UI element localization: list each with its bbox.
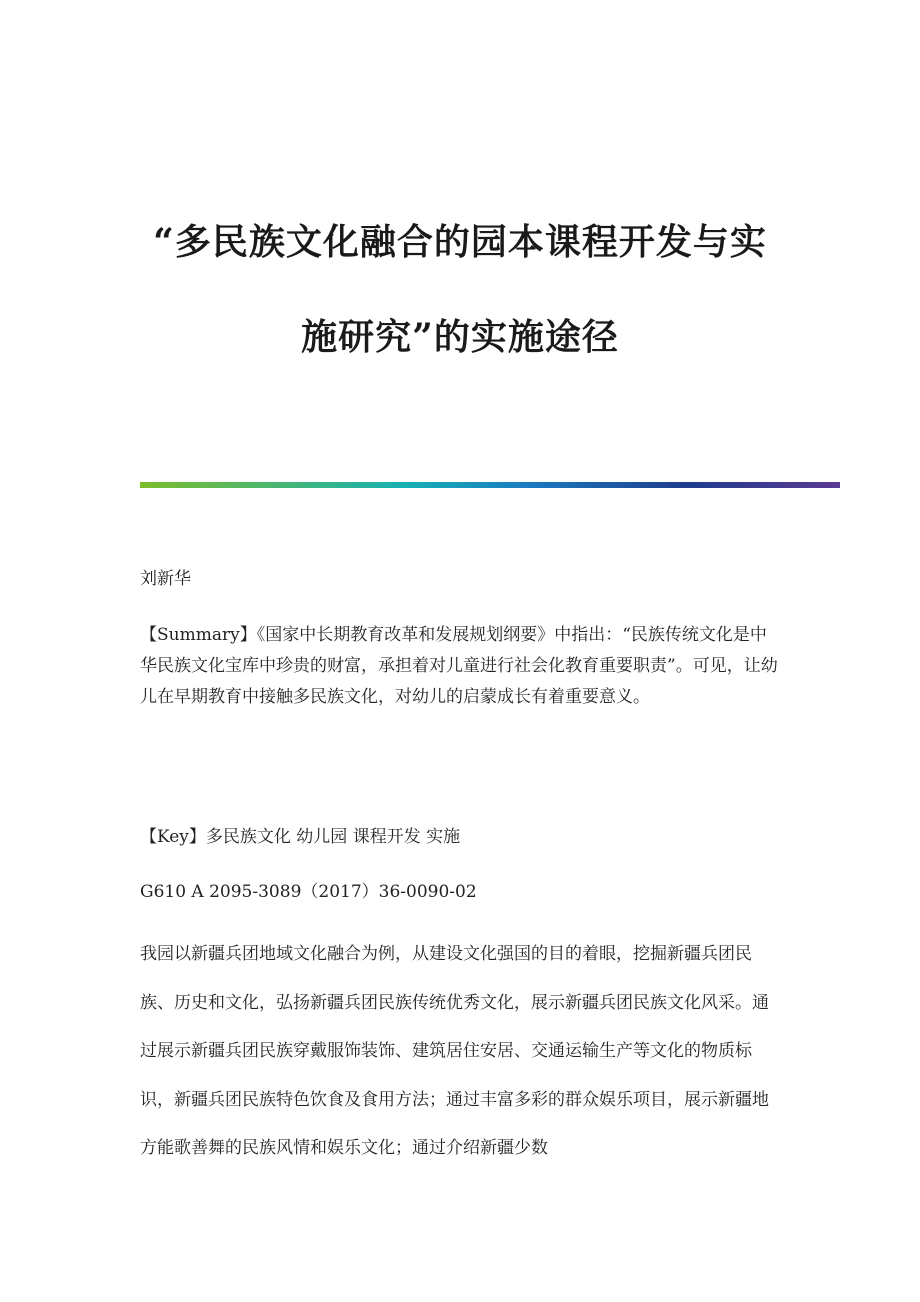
summary-paragraph: 【Summary】《国家中长期教育改革和发展规划纲要》中指出：“民族传统文化是中华民族文化宝库中珍贵的财富，承担着对儿童进行社会化教育重要职责”。可见，让幼儿在早期教育中接触多民族文化，对幼儿的启蒙成长有着重要意义。: [140, 625, 778, 707]
classification-line: G610 A 2095-3089（2017）36-0090-02: [140, 882, 477, 902]
title-line-2: 施研究”的实施途径: [301, 316, 619, 358]
title-line-1: “多民族文化融合的园本课程开发与实: [153, 221, 767, 263]
keywords-line: 【Key】多民族文化 幼儿园 课程开发 实施: [140, 827, 461, 847]
gradient-divider: [140, 482, 840, 488]
body-paragraph: 我园以新疆兵团地域文化融合为例，从建设文化强国的目的着眼，挖掘新疆兵团民族、历史和文化，弘扬新疆兵团民族传统优秀文化，展示新疆兵团民族文化风采。通过展示新疆兵团民族穿戴服饰装饰、建筑居住安居、交通运输生产等文化的物质标识，新疆兵团民族特色饮食及食用方法；通过丰富多彩的群众娱乐项目，展示新疆地方能歌善舞的民族风情和娱乐文化；通过介绍新疆少数: [140, 944, 769, 1158]
author-name: 刘新华: [140, 569, 191, 589]
